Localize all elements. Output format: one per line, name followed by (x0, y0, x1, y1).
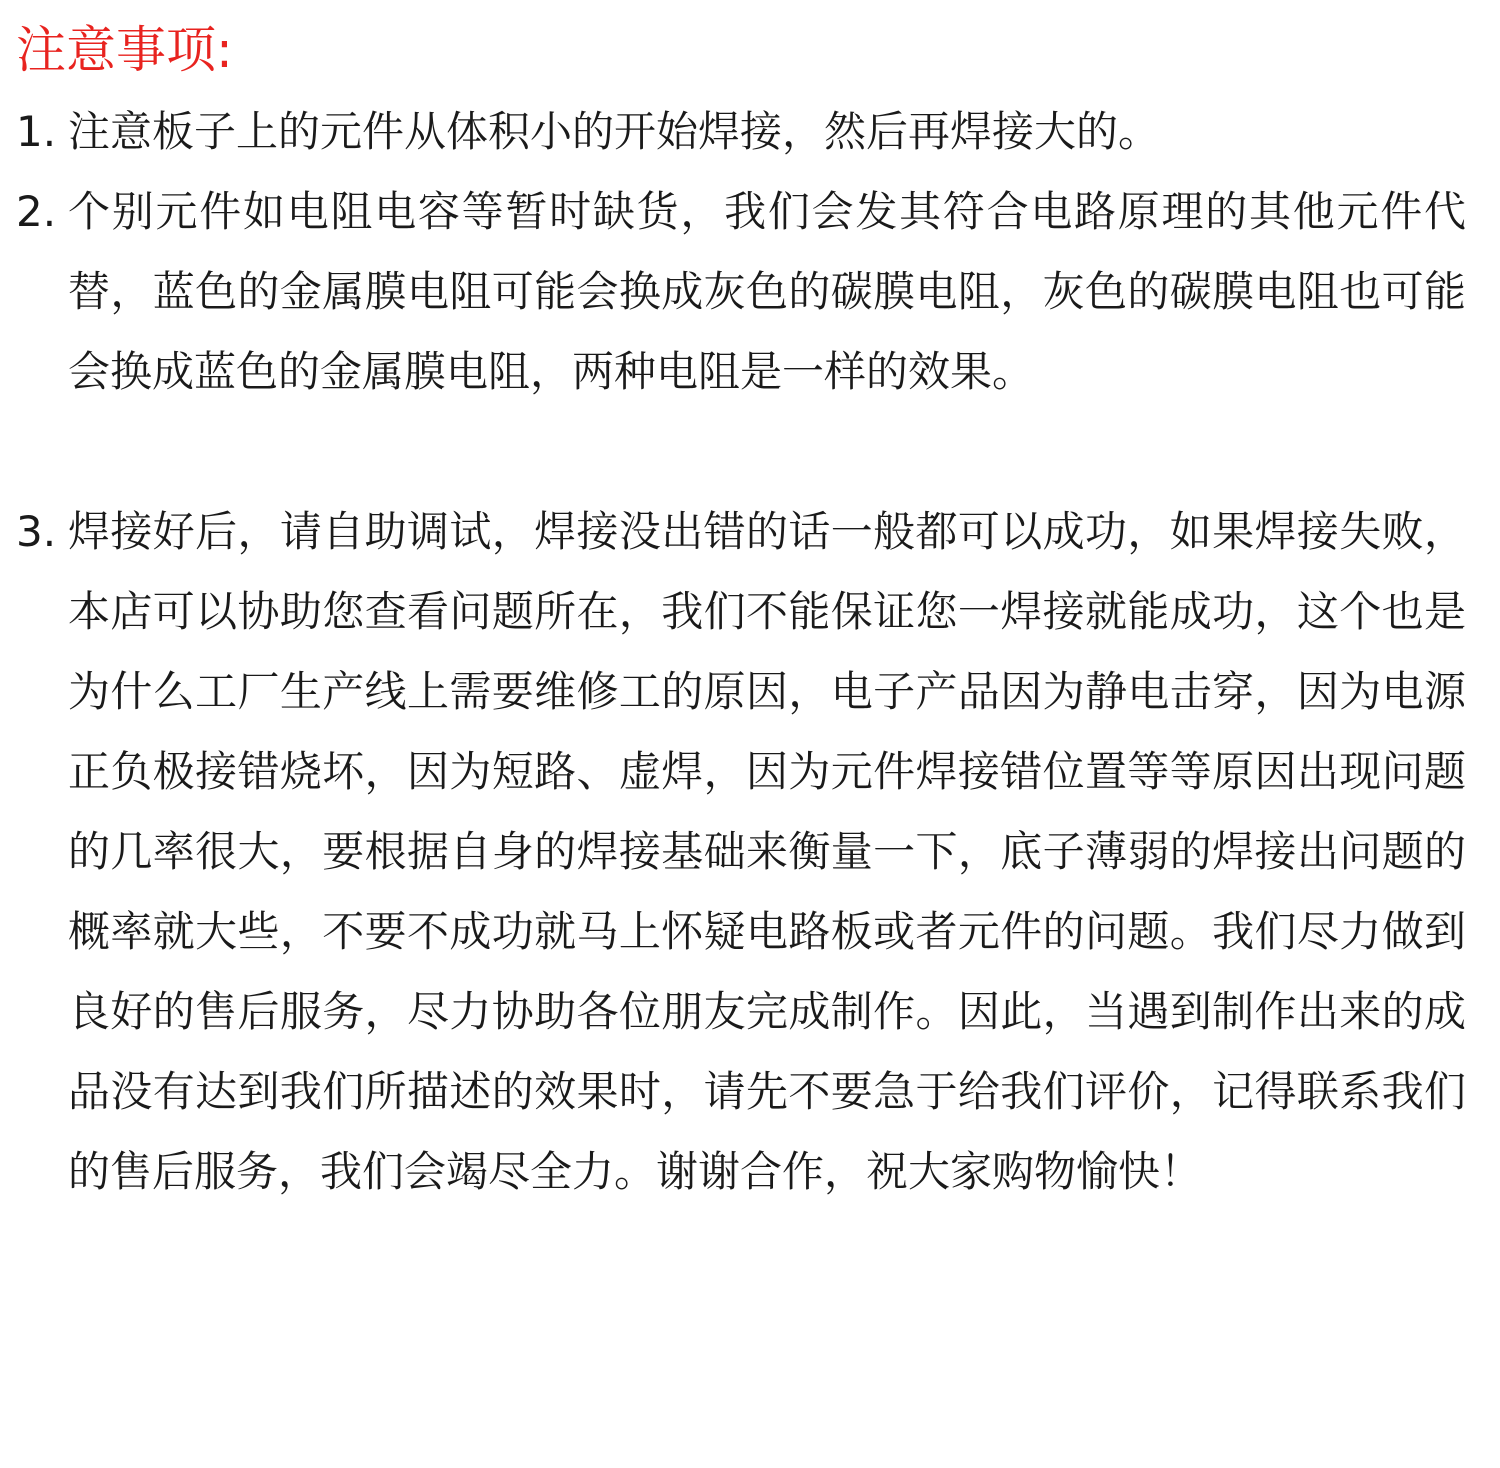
item-text: 注意板子上的元件从体积小的开始焊接，然后再焊接大的。 (68, 107, 1161, 156)
notice-item-2 (16, 172, 1466, 412)
item-text: 焊接好后，请自助调试，焊接没出错的话一般都可以成功，如果焊接失败，本店可以协助您查看问题所在，我们不能保证您一焊接就能成功，这个也是为什么工厂生产线上需要维修工的原因，电子产品因为静电击穿，因为电源正负极接错烧坏，因为短路、虚焊，因为元件焊接错位置等等原因出现问题的几率很大，要根据自身的焊接基础来衡量一下，底子薄弱的焊接出问题的概率就大些，不要不成功就马上怀疑电路板或者元件的问题。我们尽力做到良好的售后服务，尽力协助各位朋友完成制作。因此，当遇到制作出来的成品没有达到我们所描述的效果时，请先不要急于给我们评价，记得联系我们的售后服务，我们会竭尽全力。谢谢合作，祝大家购物愉快！ (68, 507, 1466, 1196)
item-text: 个别元件如电阻电容等暂时缺货，我们会发其符合电路原理的其他元件代替，蓝色的金属膜电阻可能会换成灰色的碳膜电阻，灰色的碳膜电阻也可能会换成蓝色的金属膜电阻，两种电阻是一样的效果。 (68, 187, 1466, 396)
notice-item-1 (16, 92, 1466, 172)
item-number: 3. (16, 507, 57, 556)
notice-item-3 (16, 492, 1466, 1212)
item-number: 2. (16, 187, 57, 236)
notice-title: 注意事项: (16, 21, 233, 79)
item-number: 1. (16, 107, 57, 156)
